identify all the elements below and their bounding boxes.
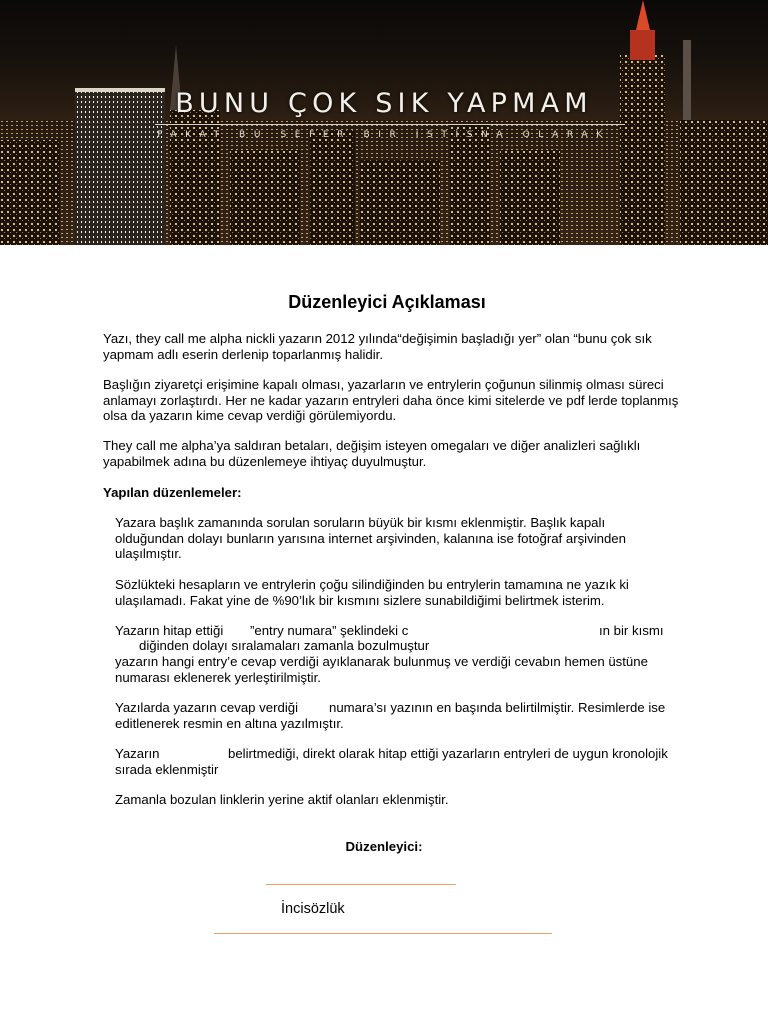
change-item-5-part-b: belirtmediği, direkt olarak hitap ettiği yazarların entryleri de uygun kronolojik sırada eklenmiştir bbox=[115, 746, 668, 777]
editor-name: İncisözlük bbox=[281, 901, 345, 917]
city-skyline-image bbox=[0, 0, 768, 245]
changes-heading: Yapılan düzenlemeler: bbox=[103, 485, 242, 500]
signature-line-top bbox=[266, 884, 456, 885]
banner-title: BUNU ÇOK SIK YAPMAM bbox=[175, 88, 593, 119]
change-item-4-part-a: Yazılarda yazarın cevap verdiği bbox=[115, 700, 299, 715]
change-item-4-part-b: numara’sı yazının en başında belirtilmiştir. Resimlerde ise editlenerek resmin en altına yazılmıştır. bbox=[115, 700, 666, 731]
change-item-1: Yazara başlık zamanında sorulan soruların büyük bir kısmı eklenmiştir. Başlık kapalı olduğundan dolayı bunların yarısına internet arşivinden, kalanına ise fotoğraf arşivinden ulaşılmıştır. bbox=[115, 515, 626, 562]
change-item-3-part-d: diğinden dolayı sıralamaları zamanla bozulmuştur bbox=[139, 638, 430, 653]
header-banner bbox=[0, 0, 768, 245]
change-item-5-part-a: Yazarın bbox=[115, 746, 160, 761]
change-item-3-part-a: Yazarın hitap ettiği bbox=[115, 623, 224, 638]
change-item-3-part-e: yazarın hangi entry’e cevap verdiği ayıklanarak bulunmuş ve verdiği cevabın hemen üstüne numarası eklenerek yerleştirilmiştir. bbox=[115, 654, 648, 685]
editor-label: Düzenleyici: bbox=[345, 839, 423, 854]
change-item-3-part-c: ın bir kısmı bbox=[599, 623, 664, 638]
banner-divider bbox=[155, 124, 625, 125]
intro-paragraph-2: Başlığın ziyaretçi erişimine kapalı olması, yazarların ve entrylerin çoğunun silinmiş olması süreci anlamayı zorlaştırdı. Her ne kadar yazarın entryleri daha önce kimi sitelerde ve pdf lerde toplanmış olsa da yazarın kime cevap verdiği görülemiyordu. bbox=[103, 377, 679, 424]
banner-subtitle: FAKAT BU SEFER BIR İSTİSNA OLARAK bbox=[157, 130, 611, 140]
signature-line-bottom bbox=[214, 933, 552, 934]
change-item-6: Zamanla bozulan linklerin yerine aktif olanları eklenmiştir. bbox=[115, 792, 449, 807]
intro-paragraph-1: Yazı, they call me alpha nickli yazarın 2012 yılında“değişimin başladığı yer” olan “bunu çok sık yapmam adlı eserin derlenip toparlanmış halidir. bbox=[103, 331, 652, 362]
intro-paragraph-3: They call me alpha’ya saldıran betaları, değişim isteyen omegaları ve diğer analizleri sağlıklı yapabilmek adına bu düzenlemeye ihtiyaç duyulmuştur. bbox=[103, 438, 641, 469]
change-item-3-part-b: ”entry numara” şeklindeki c bbox=[250, 623, 409, 638]
change-item-2: Sözlükteki hesapların ve entrylerin çoğu silindiğinden bu entrylerin tamamına ne yazık ki ulaşılamadı. Fakat yine de %90’lık bir kısmını sizlere sunabildiğimi belirtmek isterim. bbox=[115, 577, 629, 608]
document-title: Düzenleyici Açıklaması bbox=[288, 292, 486, 312]
